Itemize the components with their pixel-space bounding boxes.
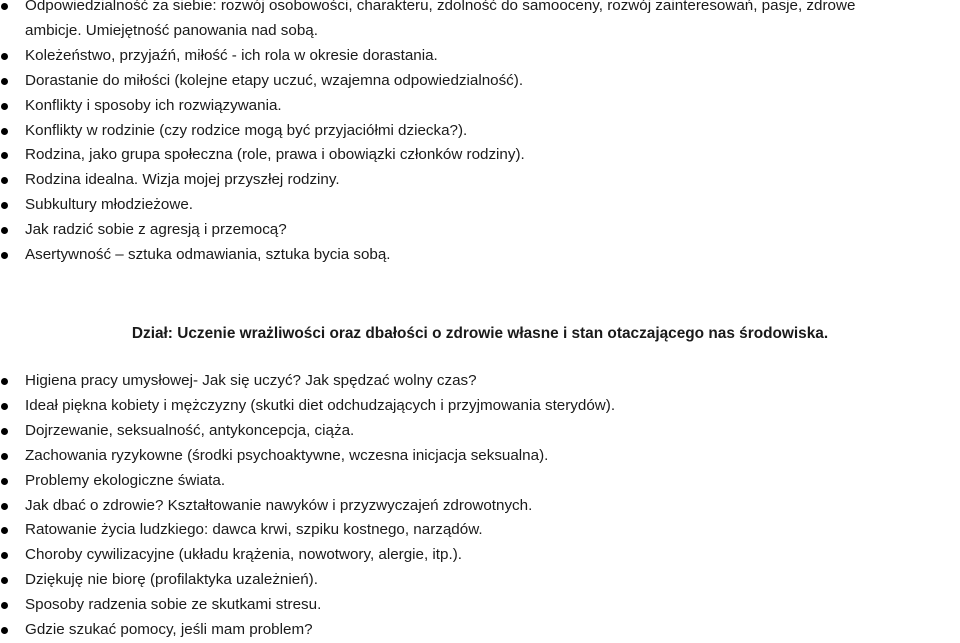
- list-item-text: Rodzina idealna. Wizja mojej przyszłej rodziny.: [25, 171, 340, 189]
- list-item-text: Gdzie szukać pomocy, jeśli mam problem?: [25, 621, 313, 639]
- list-item-text: Rodzina, jako grupa społeczna (role, prawa i obowiązki członków rodziny).: [25, 146, 525, 164]
- list-item: [0, 419, 960, 444]
- list-item: [0, 444, 960, 469]
- list-item-text: Asertywność – sztuka odmawiania, sztuka bycia sobą.: [25, 246, 391, 264]
- bullet-icon: [1, 453, 8, 460]
- list-item: [0, 0, 960, 44]
- list-item-text: Higiena pracy umysłowej- Jak się uczyć? Jak spędzać wolny czas?: [25, 372, 477, 389]
- list-item: [0, 218, 960, 243]
- list-item-text: Jak radzić sobie z agresją i przemocą?: [25, 221, 287, 239]
- list-item: [0, 469, 960, 494]
- list-item-text: Choroby cywilizacyjne (układu krążenia, nowotwory, alergie, itp.).: [25, 546, 462, 564]
- list-item: [0, 143, 960, 168]
- list-item: [0, 394, 960, 419]
- bullet-icon: [1, 577, 8, 584]
- bullet-icon: [1, 378, 8, 385]
- list-item: [0, 243, 960, 268]
- list-item-text: Ratowanie życia ludzkiego: dawca krwi, szpiku kostnego, narządów.: [25, 521, 483, 539]
- topic-list-top: [0, 0, 960, 268]
- list-item-text: Konflikty i sposoby ich rozwiązywania.: [25, 96, 282, 114]
- list-item: [0, 44, 960, 69]
- list-item-text-continued: ambicje. Umiejętność panowania nad sobą.: [25, 21, 318, 39]
- list-item-text: Ideał piękna kobiety i mężczyzny (skutki diet odchudzających i przyjmowania sterydów).: [25, 396, 616, 414]
- list-item-text: Subkultury młodzieżowe.: [25, 196, 193, 214]
- list-item: [0, 568, 960, 593]
- list-item: [0, 494, 960, 519]
- list-item-text: Odpowiedzialność za siebie: rozwój osobowości, charakteru, zdolność do samooceny, rozwój zainteresowań, pasje, zdrowe: [25, 0, 856, 14]
- list-item: [0, 543, 960, 568]
- bullet-icon: [1, 152, 8, 159]
- list-item: [0, 168, 960, 193]
- list-item-text: Zachowania ryzykowne (środki psychoaktywne, wczesna inicjacja seksualna).: [25, 446, 549, 464]
- bullet-icon: [1, 478, 8, 485]
- list-item: [0, 119, 960, 144]
- list-item: [0, 518, 960, 543]
- bullet-icon: [1, 403, 8, 410]
- list-item-text: Dojrzewanie, seksualność, antykoncepcja, ciąża.: [25, 421, 355, 439]
- bullet-icon: [1, 252, 8, 259]
- topic-list-bottom: [0, 369, 960, 643]
- list-item: [0, 593, 960, 618]
- list-item-text: Dziękuję nie biorę (profilaktyka uzależnień).: [25, 571, 318, 589]
- bullet-icon: [1, 602, 8, 609]
- bullet-icon: [1, 3, 8, 10]
- bullet-icon: [1, 78, 8, 85]
- bullet-icon: [1, 177, 8, 184]
- list-item-text: Koleżeństwo, przyjaźń, miłość - ich rola w okresie dorastania.: [25, 46, 438, 64]
- list-item: [0, 369, 960, 394]
- bullet-icon: [1, 103, 8, 110]
- list-item-text: Jak dbać o zdrowie? Kształtowanie nawyków i przyzwyczajeń zdrowotnych.: [25, 496, 533, 514]
- bullet-icon: [1, 128, 8, 135]
- bullet-icon: [1, 503, 8, 510]
- bullet-icon: [1, 202, 8, 209]
- list-item-text: Konflikty w rodzinie (czy rodzice mogą być przyjaciółmi dziecka?).: [25, 121, 468, 139]
- list-item-text: Problemy ekologiczne świata.: [25, 471, 226, 489]
- bullet-icon: [1, 552, 8, 559]
- list-item: [0, 193, 960, 218]
- list-item-text: Dorastanie do miłości (kolejne etapy uczuć, wzajemna odpowiedzialność).: [25, 71, 524, 89]
- list-item: [0, 94, 960, 119]
- section-heading: Dział: Uczenie wrażliwości oraz dbałości o zdrowie własne i stan otaczającego nas środowiska.: [131, 325, 829, 342]
- bullet-icon: [1, 53, 8, 60]
- bullet-icon: [1, 527, 8, 534]
- list-item: [0, 69, 960, 94]
- list-item-text: Sposoby radzenia sobie ze skutkami stresu.: [25, 596, 322, 614]
- bullet-icon: [1, 227, 8, 234]
- bullet-icon: [1, 428, 8, 435]
